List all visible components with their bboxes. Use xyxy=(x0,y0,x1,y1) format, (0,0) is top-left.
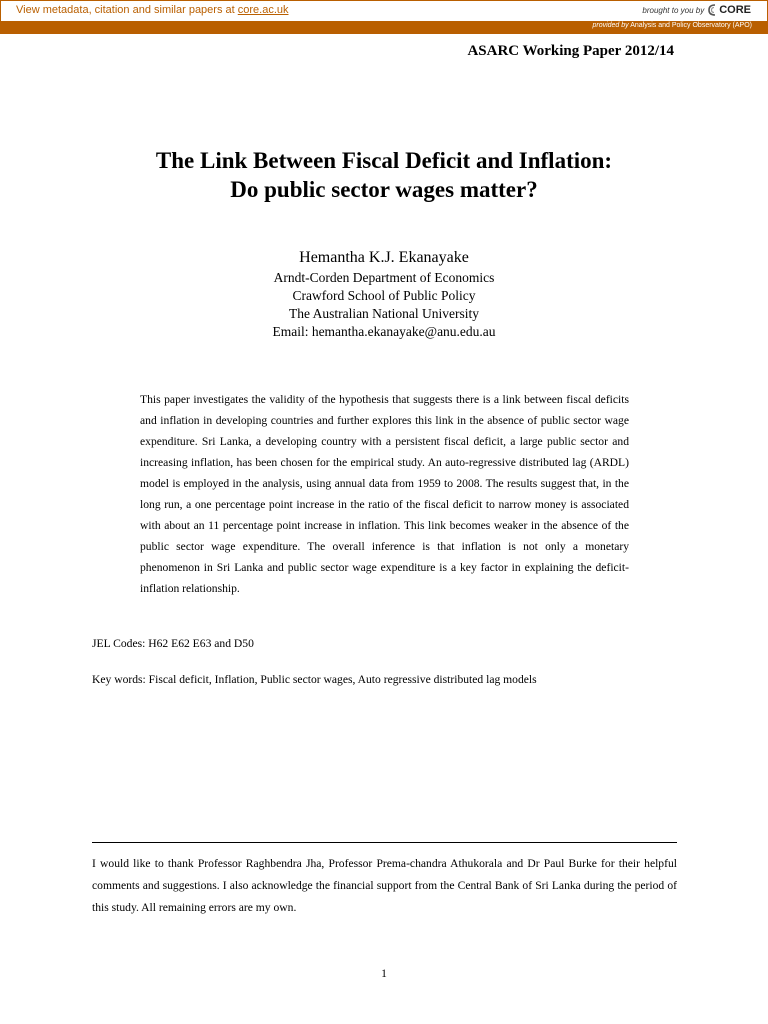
working-paper-number: ASARC Working Paper 2012/14 xyxy=(467,43,674,59)
core-provided-strip xyxy=(0,21,768,34)
core-brought-label: brought to you by xyxy=(642,5,705,15)
core-provided-by xyxy=(592,22,752,29)
paper-title xyxy=(0,146,768,204)
core-provided-prefix: provided by xyxy=(592,22,629,29)
author-email[interactable]: Email: hemantha.ekanayake@anu.edu.au xyxy=(272,324,496,339)
core-metadata-text xyxy=(16,4,289,16)
author-name: Hemantha K.J. Ekanayake xyxy=(299,249,469,266)
keywords: Key words: Fiscal deficit, Inflation, Public sector wages, Auto regressive distributed lag models xyxy=(92,673,537,686)
core-logo-text: CORE xyxy=(719,4,751,16)
core-provided-source[interactable]: Analysis and Policy Observatory (APO) xyxy=(630,22,752,29)
core-brought-to-you[interactable] xyxy=(642,4,751,16)
paper-title-line-1: The Link Between Fiscal Deficit and Inflation: xyxy=(155,148,613,173)
core-link[interactable]: core.ac.uk xyxy=(237,4,289,16)
page-number: 1 xyxy=(381,967,387,980)
abstract: This paper investigates the validity of the hypothesis that suggests there is a link between fiscal deficits and inflation in developing countries and further explores this link in the absence of public sector wage expenditure. Sri Lanka, a developing country with a persistent fiscal deficit, a large public sector and increasing inflation, has been chosen for the empirical study. An auto-regressive distributed lag (ARDL) model is employed in the analysis, using annual data from 1959 to 2008. The results suggest that, in the long run, a one percentage point increase in the ratio of the fiscal deficit to narrow money is associated with about an 11 percentage point increase in inflation. This link becomes weaker in the absence of the public sector wage expenditure. The overall inference is that inflation is not only a monetary phenomenon in Sri Lanka and public sector wage expenditure is a key factor in explaining the deficit-inflation relationship. xyxy=(140,393,629,595)
author-department: Arndt-Corden Department of Economics xyxy=(273,270,495,285)
author-block xyxy=(0,248,768,341)
core-logo[interactable] xyxy=(707,4,751,16)
paper-title-line-2: Do public sector wages matter? xyxy=(230,177,538,202)
core-banner-top xyxy=(0,0,768,22)
core-logo-icon xyxy=(707,4,717,16)
acknowledgement-footnote: I would like to thank Professor Raghbendra Jha, Professor Prema-chandra Athukorala and Dr Paul Burke for their helpful comments and suggestions. I also acknowledge the financial support from the Central Bank of Sri Lanka during the period of this study. All remaining errors are my own. xyxy=(92,857,677,914)
core-banner xyxy=(0,0,768,34)
core-metadata-label: View metadata, citation and similar papers at xyxy=(16,4,238,16)
footnote-divider xyxy=(92,842,677,843)
author-school: Crawford School of Public Policy xyxy=(292,288,476,303)
author-university: The Australian National University xyxy=(288,306,480,321)
jel-codes: JEL Codes: H62 E62 E63 and D50 xyxy=(92,637,254,650)
